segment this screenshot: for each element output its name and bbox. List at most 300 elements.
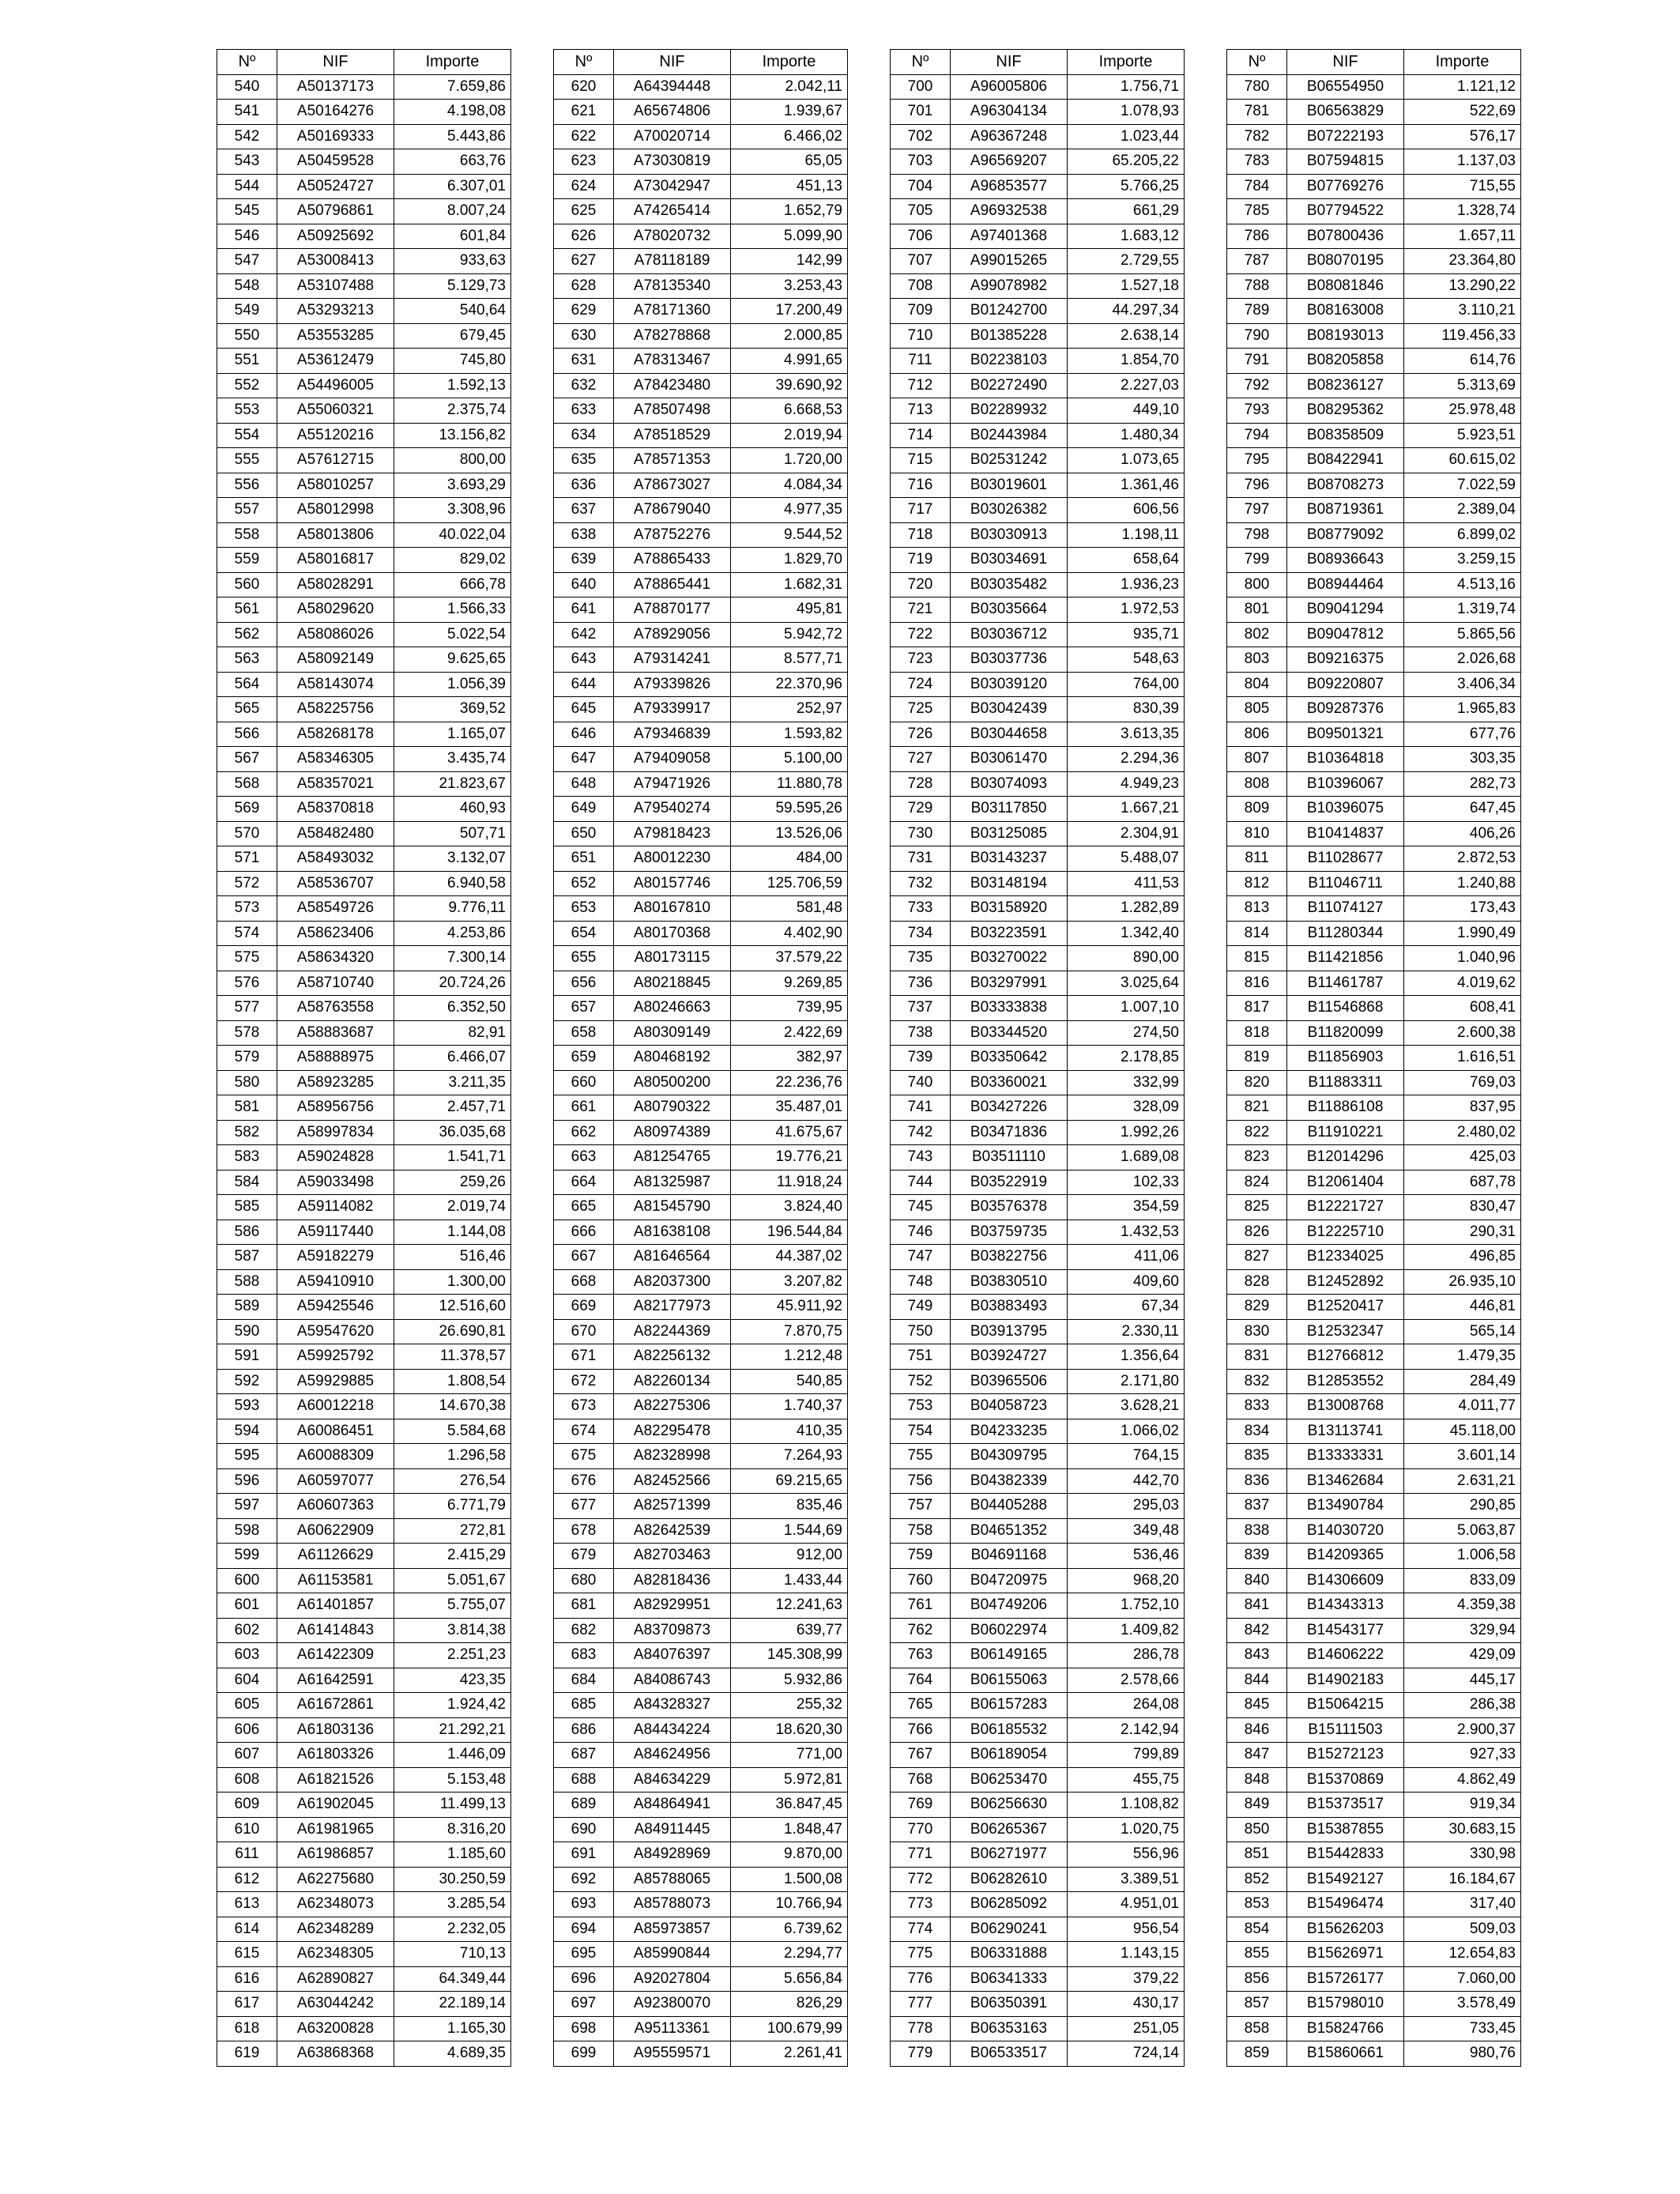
importe-cell: 22.189,14 <box>394 1992 511 2017</box>
row-number: 566 <box>217 722 277 747</box>
nif-cell: A58888975 <box>277 1046 394 1071</box>
nif-cell: B06157283 <box>951 1693 1068 1718</box>
nif-cell: B12853552 <box>1287 1369 1404 1394</box>
row-number: 628 <box>554 273 614 299</box>
row-number: 669 <box>554 1295 614 1320</box>
table-row <box>554 249 848 274</box>
nif-cell: B03044658 <box>951 722 1068 747</box>
nif-cell: B06290241 <box>951 1917 1068 1942</box>
table-row <box>217 1992 511 2017</box>
row-number: 660 <box>554 1070 614 1095</box>
row-number: 662 <box>554 1120 614 1145</box>
table-row <box>217 697 511 722</box>
row-number: 789 <box>1227 299 1287 324</box>
table-row <box>891 1966 1185 1992</box>
table-row <box>554 1046 848 1071</box>
nif-cell: B13462684 <box>1287 1468 1404 1494</box>
row-number: 813 <box>1227 896 1287 922</box>
nif-cell: A59024828 <box>277 1145 394 1171</box>
table-row <box>1227 1717 1521 1743</box>
row-number: 605 <box>217 1693 277 1718</box>
row-number: 790 <box>1227 323 1287 349</box>
table-row <box>554 1245 848 1270</box>
table-row <box>891 398 1185 424</box>
nif-cell: B02443984 <box>951 423 1068 448</box>
table-row <box>1227 1494 1521 1519</box>
row-number: 778 <box>891 2016 951 2041</box>
importe-cell: 658,64 <box>1068 548 1185 573</box>
nif-cell: B03019601 <box>951 473 1068 498</box>
table-row <box>217 647 511 673</box>
nif-cell: A59929885 <box>277 1369 394 1394</box>
row-number: 631 <box>554 349 614 374</box>
table-row <box>217 1419 511 1444</box>
importe-cell: 40.022,04 <box>394 522 511 548</box>
nif-cell: B03759735 <box>951 1220 1068 1245</box>
importe-cell: 2.019,74 <box>394 1195 511 1220</box>
nif-cell: B12520417 <box>1287 1295 1404 1320</box>
table-row <box>891 1793 1185 1818</box>
nif-cell: A73042947 <box>614 174 731 199</box>
table-row <box>217 2041 511 2067</box>
table-row <box>891 572 1185 598</box>
table-row <box>554 349 848 374</box>
importe-cell: 6.466,07 <box>394 1046 511 1071</box>
row-number: 812 <box>1227 871 1287 896</box>
row-number: 768 <box>891 1767 951 1793</box>
importe-cell: 303,35 <box>1404 747 1521 772</box>
data-table-4 <box>1226 49 1521 2067</box>
table-row <box>1227 971 1521 996</box>
importe-cell: 826,29 <box>731 1992 848 2017</box>
nif-cell: A82037300 <box>614 1269 731 1295</box>
importe-cell: 739,95 <box>731 996 848 1021</box>
table-row <box>217 349 511 374</box>
row-number: 845 <box>1227 1693 1287 1718</box>
table-row <box>1227 498 1521 523</box>
nif-cell: B06533517 <box>951 2041 1068 2067</box>
importe-cell: 286,78 <box>1068 1643 1185 1668</box>
importe-cell: 5.923,51 <box>1404 423 1521 448</box>
importe-cell: 3.211,35 <box>394 1070 511 1095</box>
nif-cell: A78118189 <box>614 249 731 274</box>
nif-cell: B12061404 <box>1287 1170 1404 1195</box>
nif-cell: B10396067 <box>1287 771 1404 797</box>
table-row <box>217 1095 511 1121</box>
nif-cell: A78673027 <box>614 473 731 498</box>
importe-cell: 451,13 <box>731 174 848 199</box>
row-number: 586 <box>217 1220 277 1245</box>
row-number: 553 <box>217 398 277 424</box>
row-number: 807 <box>1227 747 1287 772</box>
header-row <box>554 50 848 75</box>
row-number: 810 <box>1227 821 1287 846</box>
table-row <box>891 1743 1185 1768</box>
row-number: 744 <box>891 1170 951 1195</box>
importe-cell: 1.924,42 <box>394 1693 511 1718</box>
importe-cell: 919,34 <box>1404 1793 1521 1818</box>
nif-cell: B04691168 <box>951 1544 1068 1569</box>
row-number: 796 <box>1227 473 1287 498</box>
nif-cell: A58092149 <box>277 647 394 673</box>
importe-cell: 1.066,02 <box>1068 1419 1185 1444</box>
importe-cell: 2.457,71 <box>394 1095 511 1121</box>
header-nif: NIF <box>951 50 1068 75</box>
table-row <box>217 1444 511 1469</box>
row-number: 827 <box>1227 1245 1287 1270</box>
nif-cell: A59425546 <box>277 1295 394 1320</box>
importe-cell: 2.389,04 <box>1404 498 1521 523</box>
importe-cell: 60.615,02 <box>1404 448 1521 473</box>
table-row <box>891 249 1185 274</box>
row-number: 795 <box>1227 448 1287 473</box>
importe-cell: 1.829,70 <box>731 548 848 573</box>
row-number: 543 <box>217 149 277 175</box>
importe-cell: 11.499,13 <box>394 1793 511 1818</box>
importe-cell: 4.951,01 <box>1068 1892 1185 1917</box>
importe-cell: 639,77 <box>731 1618 848 1643</box>
nif-cell: B09041294 <box>1287 598 1404 623</box>
row-number: 844 <box>1227 1668 1287 1693</box>
nif-cell: B15370869 <box>1287 1767 1404 1793</box>
importe-cell: 1.657,11 <box>1404 224 1521 249</box>
nif-cell: A60597077 <box>277 1468 394 1494</box>
nif-cell: A59117440 <box>277 1220 394 1245</box>
row-number: 561 <box>217 598 277 623</box>
table-row <box>891 1618 1185 1643</box>
table-row <box>554 1992 848 2017</box>
table-row <box>891 996 1185 1021</box>
nif-cell: A78278868 <box>614 323 731 349</box>
row-number: 719 <box>891 548 951 573</box>
table-row <box>1227 2041 1521 2067</box>
row-number: 728 <box>891 771 951 797</box>
row-number: 591 <box>217 1344 277 1370</box>
nif-cell: A63044242 <box>277 1992 394 2017</box>
table-row <box>217 846 511 872</box>
table-row <box>217 1867 511 1892</box>
nif-cell: A58010257 <box>277 473 394 498</box>
table-row <box>1227 323 1521 349</box>
importe-cell: 3.601,14 <box>1404 1444 1521 1469</box>
row-number: 600 <box>217 1568 277 1593</box>
row-number: 612 <box>217 1867 277 1892</box>
nif-cell: B03830510 <box>951 1269 1068 1295</box>
row-number: 544 <box>217 174 277 199</box>
nif-cell: B03297991 <box>951 971 1068 996</box>
importe-cell: 829,02 <box>394 548 511 573</box>
importe-cell: 3.207,82 <box>731 1269 848 1295</box>
table-row <box>891 1494 1185 1519</box>
table-row <box>217 373 511 398</box>
importe-cell: 5.313,69 <box>1404 373 1521 398</box>
importe-cell: 411,06 <box>1068 1245 1185 1270</box>
importe-cell: 764,00 <box>1068 672 1185 697</box>
nif-cell: A80157746 <box>614 871 731 896</box>
row-number: 648 <box>554 771 614 797</box>
table-row <box>554 647 848 673</box>
importe-cell: 21.292,21 <box>394 1717 511 1743</box>
row-number: 806 <box>1227 722 1287 747</box>
importe-cell: 11.378,57 <box>394 1344 511 1370</box>
table-row <box>217 1145 511 1171</box>
table-row <box>1227 1942 1521 1967</box>
importe-cell: 3.285,54 <box>394 1892 511 1917</box>
nif-cell: B06331888 <box>951 1942 1068 1967</box>
importe-cell: 2.227,03 <box>1068 373 1185 398</box>
importe-cell: 1.165,07 <box>394 722 511 747</box>
nif-cell: A78865433 <box>614 548 731 573</box>
row-number: 779 <box>891 2041 951 2067</box>
importe-cell: 5.153,48 <box>394 1767 511 1793</box>
nif-cell: A53293213 <box>277 299 394 324</box>
importe-cell: 3.253,43 <box>731 273 848 299</box>
nif-cell: A79818423 <box>614 821 731 846</box>
importe-cell: 4.019,62 <box>1404 971 1521 996</box>
nif-cell: B06022974 <box>951 1618 1068 1643</box>
nif-cell: A79339917 <box>614 697 731 722</box>
importe-cell: 13.526,06 <box>731 821 848 846</box>
row-number: 610 <box>217 1817 277 1842</box>
table-row <box>1227 423 1521 448</box>
row-number: 663 <box>554 1145 614 1171</box>
row-number: 809 <box>1227 797 1287 822</box>
row-number: 832 <box>1227 1369 1287 1394</box>
table-row <box>217 771 511 797</box>
row-number: 814 <box>1227 921 1287 946</box>
nif-cell: A50925692 <box>277 224 394 249</box>
nif-cell: A80974389 <box>614 1120 731 1145</box>
importe-cell: 6.899,02 <box>1404 522 1521 548</box>
nif-cell: B03035664 <box>951 598 1068 623</box>
importe-cell: 25.978,48 <box>1404 398 1521 424</box>
row-number: 685 <box>554 1693 614 1718</box>
importe-cell: 733,45 <box>1404 2016 1521 2041</box>
row-number: 725 <box>891 697 951 722</box>
importe-cell: 830,47 <box>1404 1195 1521 1220</box>
table-row <box>554 1319 848 1344</box>
nif-cell: B03026382 <box>951 498 1068 523</box>
row-number: 741 <box>891 1095 951 1121</box>
row-number: 693 <box>554 1892 614 1917</box>
nif-cell: B07769276 <box>1287 174 1404 199</box>
row-number: 607 <box>217 1743 277 1768</box>
row-number: 767 <box>891 1743 951 1768</box>
row-number: 639 <box>554 548 614 573</box>
importe-cell: 10.766,94 <box>731 1892 848 1917</box>
importe-cell: 830,39 <box>1068 697 1185 722</box>
importe-cell: 6.940,58 <box>394 871 511 896</box>
nif-cell: B15387855 <box>1287 1817 1404 1842</box>
nif-cell: B14306609 <box>1287 1568 1404 1593</box>
table-row <box>217 672 511 697</box>
table-row <box>1227 224 1521 249</box>
nif-cell: B03030913 <box>951 522 1068 548</box>
nif-cell: B06285092 <box>951 1892 1068 1917</box>
nif-cell: B11820099 <box>1287 1020 1404 1046</box>
row-number: 606 <box>217 1717 277 1743</box>
row-number: 824 <box>1227 1170 1287 1195</box>
row-number: 678 <box>554 1518 614 1544</box>
nif-cell: A60088309 <box>277 1444 394 1469</box>
row-number: 707 <box>891 249 951 274</box>
table-row <box>217 1394 511 1419</box>
importe-cell: 382,97 <box>731 1046 848 1071</box>
nif-cell: A61902045 <box>277 1793 394 1818</box>
importe-cell: 423,35 <box>394 1668 511 1693</box>
nif-cell: A58346305 <box>277 747 394 772</box>
row-number: 711 <box>891 349 951 374</box>
row-number: 804 <box>1227 672 1287 697</box>
importe-cell: 495,81 <box>731 598 848 623</box>
table-row <box>1227 448 1521 473</box>
nif-cell: A58923285 <box>277 1070 394 1095</box>
table-row <box>1227 572 1521 598</box>
table-row <box>554 473 848 498</box>
importe-cell: 3.824,40 <box>731 1195 848 1220</box>
row-number: 563 <box>217 647 277 673</box>
nif-cell: B08205858 <box>1287 349 1404 374</box>
importe-cell: 799,89 <box>1068 1743 1185 1768</box>
row-number: 787 <box>1227 249 1287 274</box>
importe-cell: 4.862,49 <box>1404 1767 1521 1793</box>
row-number: 585 <box>217 1195 277 1220</box>
row-number: 733 <box>891 896 951 922</box>
nif-cell: B15726177 <box>1287 1966 1404 1992</box>
importe-cell: 6.668,53 <box>731 398 848 424</box>
row-number: 559 <box>217 548 277 573</box>
row-number: 689 <box>554 1793 614 1818</box>
table-row <box>1227 1145 1521 1171</box>
importe-cell: 455,75 <box>1068 1767 1185 1793</box>
table-row <box>217 1693 511 1718</box>
importe-cell: 13.290,22 <box>1404 273 1521 299</box>
nif-cell: B03522919 <box>951 1170 1068 1195</box>
importe-cell: 1.185,60 <box>394 1842 511 1868</box>
importe-cell: 252,97 <box>731 697 848 722</box>
row-number: 743 <box>891 1145 951 1171</box>
nif-cell: B08719361 <box>1287 498 1404 523</box>
table-row <box>1227 1518 1521 1544</box>
table-row <box>554 971 848 996</box>
row-number: 705 <box>891 199 951 224</box>
importe-cell: 255,32 <box>731 1693 848 1718</box>
row-number: 587 <box>217 1245 277 1270</box>
importe-cell: 507,71 <box>394 821 511 846</box>
nif-cell: B11074127 <box>1287 896 1404 922</box>
nif-cell: A82328998 <box>614 1444 731 1469</box>
table-row <box>891 1593 1185 1619</box>
row-number: 583 <box>217 1145 277 1171</box>
nif-cell: A78571353 <box>614 448 731 473</box>
nif-cell: B15064215 <box>1287 1693 1404 1718</box>
nif-cell: A57612715 <box>277 448 394 473</box>
row-number: 615 <box>217 1942 277 1967</box>
table-row <box>891 2016 1185 2041</box>
nif-cell: A58029620 <box>277 598 394 623</box>
table-row <box>217 722 511 747</box>
row-number: 659 <box>554 1046 614 1071</box>
nif-cell: B07800436 <box>1287 224 1404 249</box>
table-row <box>217 1892 511 1917</box>
importe-cell: 4.011,77 <box>1404 1394 1521 1419</box>
table-row <box>217 74 511 100</box>
row-number: 783 <box>1227 149 1287 175</box>
table-row <box>891 871 1185 896</box>
row-number: 769 <box>891 1793 951 1818</box>
importe-cell: 119.456,33 <box>1404 323 1521 349</box>
nif-cell: B15272123 <box>1287 1743 1404 1768</box>
nif-cell: A79409058 <box>614 747 731 772</box>
row-number: 803 <box>1227 647 1287 673</box>
nif-cell: B12334025 <box>1287 1245 1404 1270</box>
importe-cell: 2.872,53 <box>1404 846 1521 872</box>
importe-cell: 1.667,21 <box>1068 797 1185 822</box>
importe-cell: 330,98 <box>1404 1842 1521 1868</box>
row-number: 593 <box>217 1394 277 1419</box>
nif-cell: B08944464 <box>1287 572 1404 598</box>
row-number: 681 <box>554 1593 614 1619</box>
nif-cell: B11028677 <box>1287 846 1404 872</box>
nif-cell: B08779092 <box>1287 522 1404 548</box>
table-row <box>554 1394 848 1419</box>
table-row <box>554 622 848 647</box>
nif-cell: A58016817 <box>277 548 394 573</box>
row-number: 859 <box>1227 2041 1287 2067</box>
row-number: 653 <box>554 896 614 922</box>
table-row <box>217 1917 511 1942</box>
row-number: 846 <box>1227 1717 1287 1743</box>
importe-cell: 771,00 <box>731 1743 848 1768</box>
row-number: 737 <box>891 996 951 1021</box>
nif-cell: A58482480 <box>277 821 394 846</box>
table-row <box>891 598 1185 623</box>
table-row <box>554 522 848 548</box>
nif-cell: A95559571 <box>614 2041 731 2067</box>
importe-cell: 82,91 <box>394 1020 511 1046</box>
table-row <box>554 1269 848 1295</box>
importe-cell: 37.579,22 <box>731 946 848 971</box>
nif-cell: A58956756 <box>277 1095 394 1121</box>
table-row <box>217 1643 511 1668</box>
row-number: 834 <box>1227 1419 1287 1444</box>
nif-cell: A61422309 <box>277 1643 394 1668</box>
row-number: 857 <box>1227 1992 1287 2017</box>
row-number: 843 <box>1227 1643 1287 1668</box>
nif-cell: A84076397 <box>614 1643 731 1668</box>
row-number: 805 <box>1227 697 1287 722</box>
row-number: 855 <box>1227 1942 1287 1967</box>
table-row <box>891 373 1185 398</box>
nif-cell: B13490784 <box>1287 1494 1404 1519</box>
nif-cell: A78752276 <box>614 522 731 548</box>
nif-cell: B03034691 <box>951 548 1068 573</box>
importe-cell: 18.620,30 <box>731 1717 848 1743</box>
table-row <box>554 199 848 224</box>
table-row <box>891 1170 1185 1195</box>
table-row <box>1227 896 1521 922</box>
importe-cell: 2.304,91 <box>1068 821 1185 846</box>
importe-cell: 1.541,71 <box>394 1145 511 1171</box>
row-number: 650 <box>554 821 614 846</box>
nif-cell: A53008413 <box>277 249 394 274</box>
row-number: 578 <box>217 1020 277 1046</box>
table-row <box>217 249 511 274</box>
row-number: 596 <box>217 1468 277 1494</box>
table-row <box>891 1120 1185 1145</box>
row-number: 703 <box>891 149 951 175</box>
nif-cell: B07794522 <box>1287 199 1404 224</box>
